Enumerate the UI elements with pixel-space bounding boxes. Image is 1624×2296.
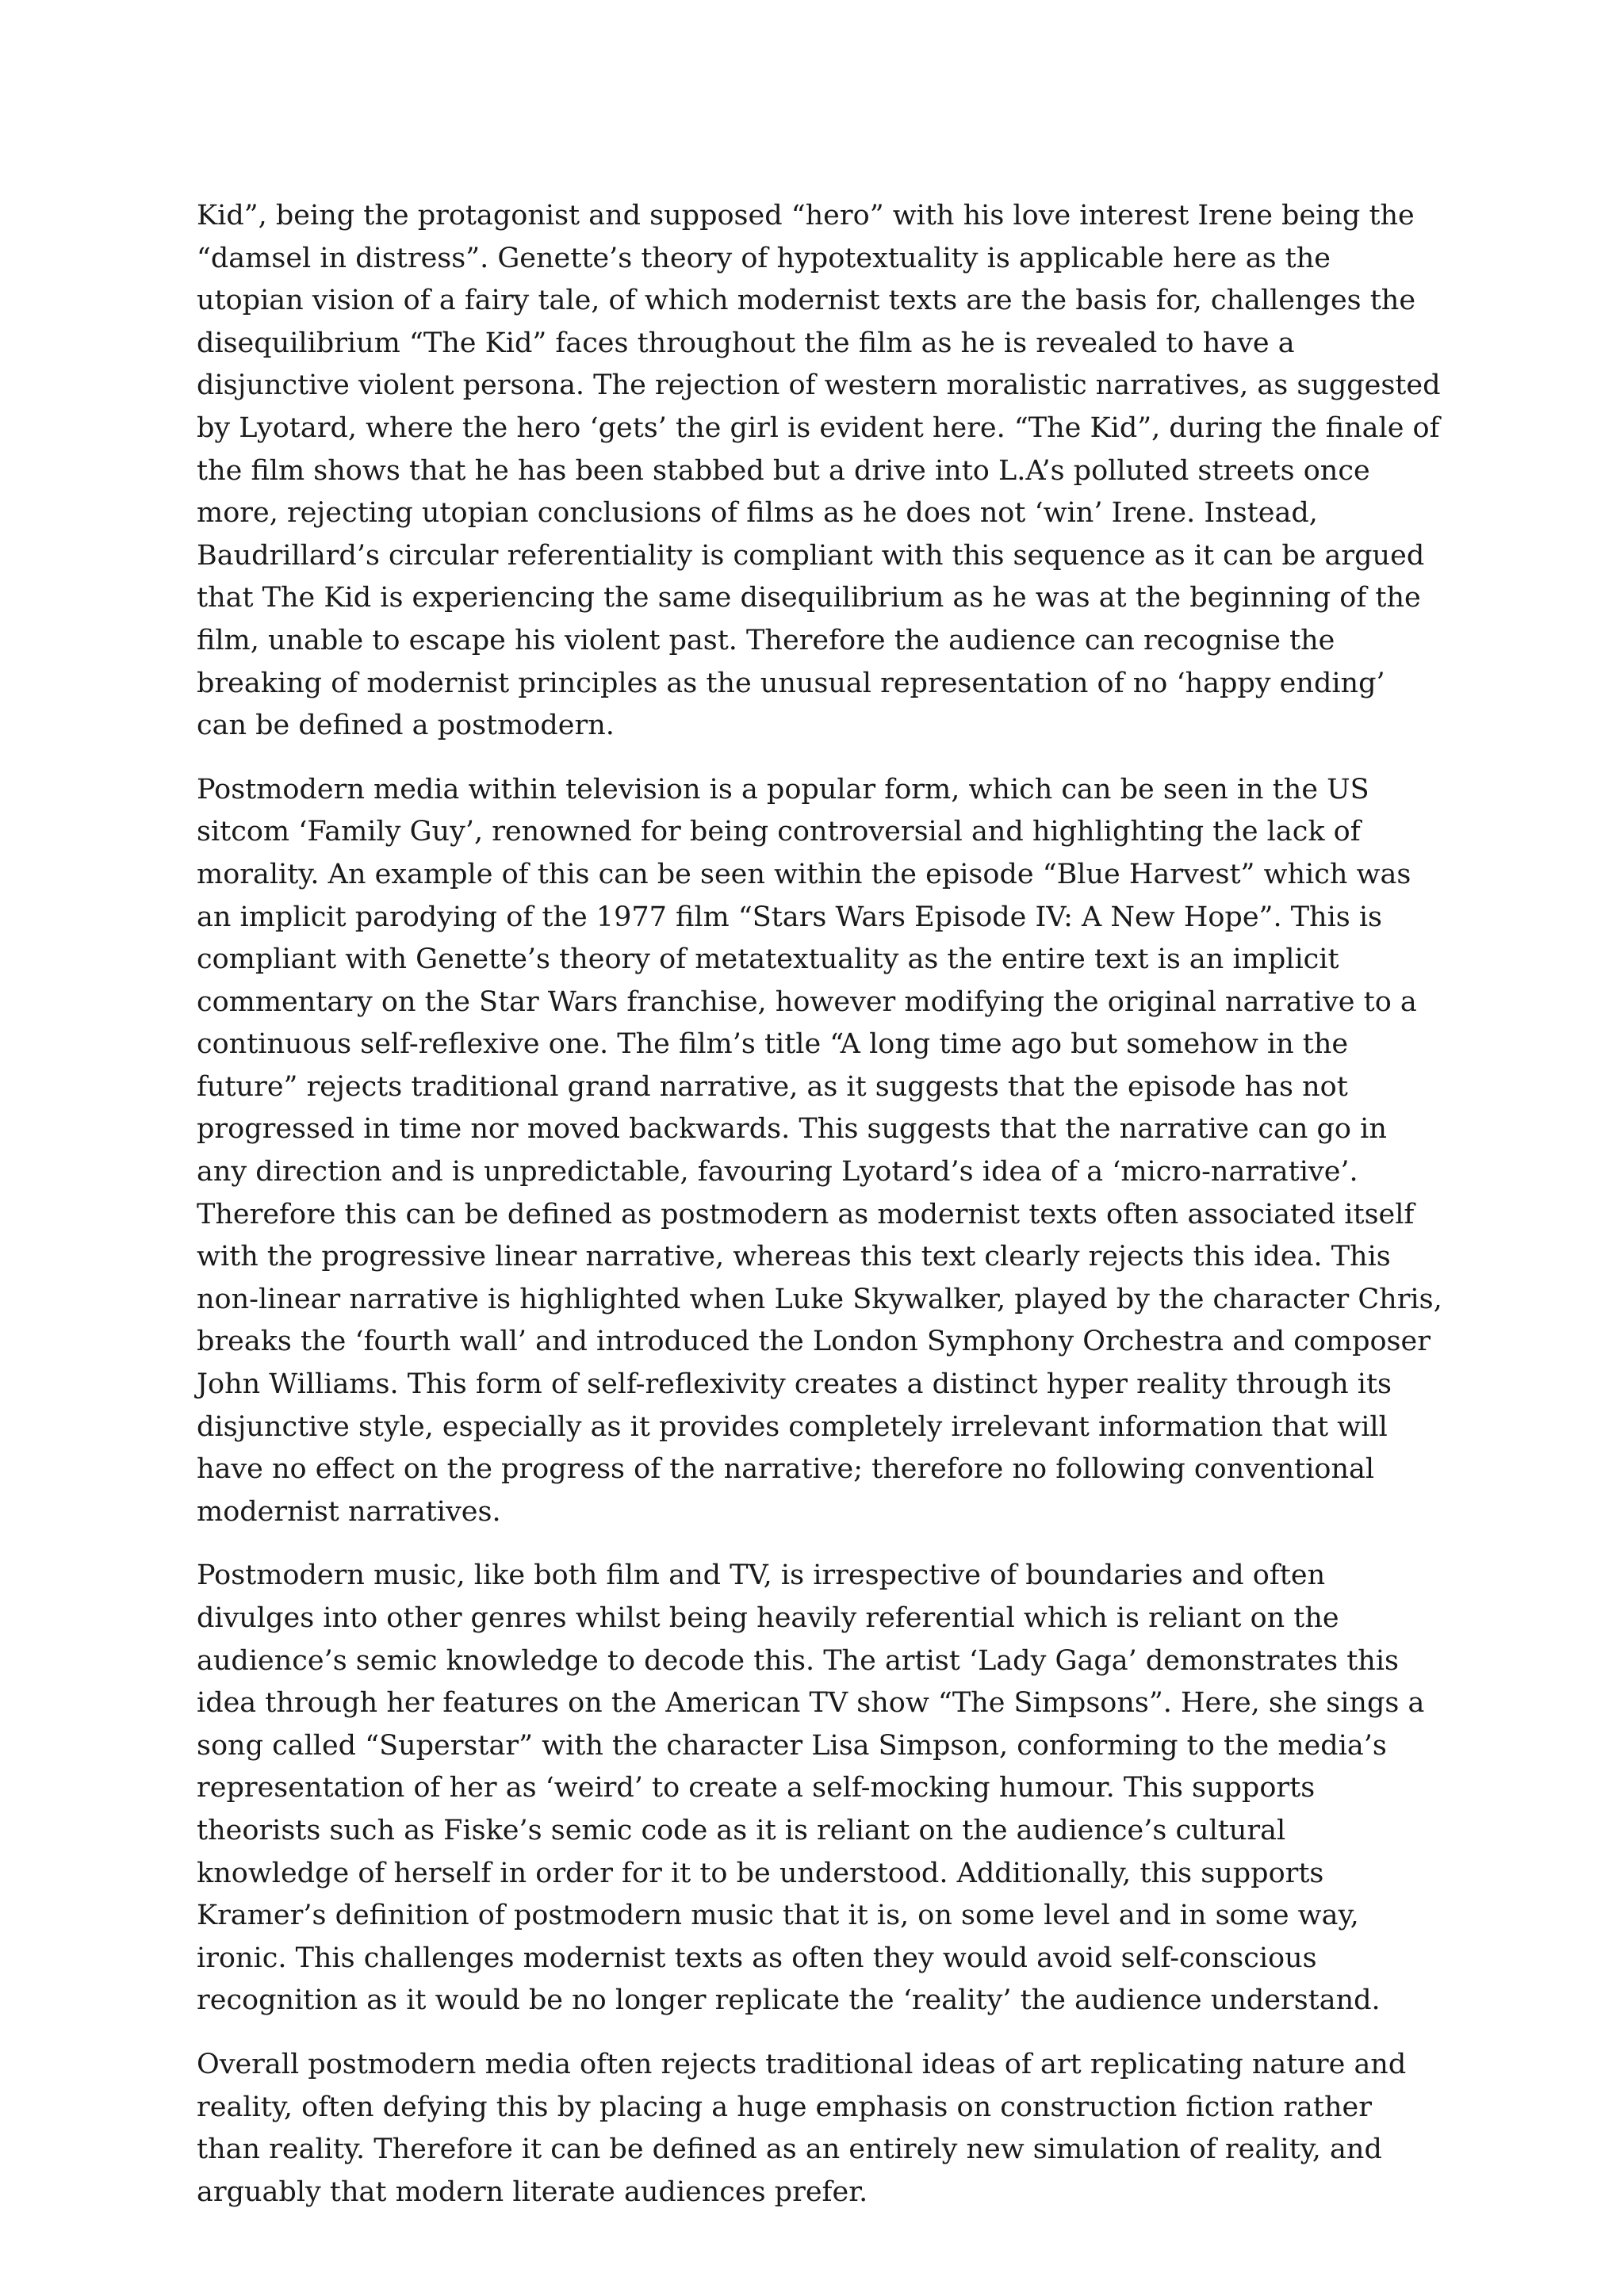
- paragraph-4: Overall postmodern media often rejects traditional ideas of art replicating nature and reality, often defying this by placing a huge emphasis on construction fiction rather than reality. Therefore it can be defined as an entirely new simulation of reality, and arguably that modern literate audiences prefer.: [197, 2048, 1407, 2208]
- paragraph-1: Kid”, being the protagonist and supposed “hero” with his love interest Irene being the “damsel in distress”. Genette’s theory of hypotextuality is applicable here as the utopian vision of a fairy tale, of which modernist texts are the basis for, challenges the disequilibrium “The Kid” faces throughout the film as he is revealed to have a disjunctive violent persona. The rejection of western moralistic narratives, as suggested by Lyotard, where the hero ‘gets’ the girl is evident here. “The Kid”, during the finale of the film shows that he has been stabbed but a drive into L.A’s polluted streets once more, rejecting utopian conclusions of films as he does not ‘win’ Irene. Instead, Baudrillard’s circular referentiality is compliant with this sequence as it can be argued that The Kid is experiencing the same disequilibrium as he was at the beginning of the film, unable to escape his violent past. Therefore the audience can recognise the breaking of modernist principles as the unusual representation of no ‘happy ending’ can be defined a postmodern.: [197, 200, 1441, 742]
- paragraph-2: Postmodern media within television is a popular form, which can be seen in the US sitcom ‘Family Guy’, renowned for being controversial and highlighting the lack of morality. An example of this can be seen within the episode “Blue Harvest” which was an implicit parodying of the 1977 film “Stars Wars Episode IV: A New Hope”. This is compliant with Genette’s theory of metatextuality as the entire text is an implicit commentary on the Star Wars franchise, however modifying the original narrative to a continuous self-reflexive one. The film’s title “A long time ago but somehow in the future” rejects traditional grand narrative, as it suggests that the episode has not progressed in time nor moved backwards. This suggests that the narrative can go in any direction and is unpredictable, favouring Lyotard’s idea of a ‘micro-narrative’. Therefore this can be defined as postmodern as modernist texts often associated itself with the progressive linear narrative, whereas this text clearly rejects this idea. This non-linear narrative is highlighted when Luke Skywalker, played by the character Chris, breaks the ‘fourth wall’ and introduced the London Symphony Orchestra and composer John Williams. This form of self-reflexivity creates a distinct hyper reality through its disjunctive style, especially as it provides completely irrelevant information that will have no effect on the progress of the narrative; therefore no following conventional modernist narratives.: [197, 773, 1442, 1528]
- paragraph-3: Postmodern music, like both film and TV, is irrespective of boundaries and often divulges into other genres whilst being heavily referential which is reliant on the audience’s semic knowledge to decode this. The artist ‘Lady Gaga’ demonstrates this idea through her features on the American TV show “The Simpsons”. Here, she sings a song called “Superstar” with the character Lisa Simpson, conforming to the media’s representation of her as ‘weird’ to create a self-mocking humour. This supports theorists such as Fiske’s semic code as it is reliant on the audience’s cultural knowledge of herself in order for it to be understood. Additionally, this supports Kramer’s definition of postmodern music that it is, on some level and in some way, ironic. This challenges modernist texts as often they would avoid self-conscious recognition as it would be no longer replicate the ‘reality’ the audience understand.: [197, 1559, 1425, 2017]
- document-page: [197, 195, 1443, 2235]
